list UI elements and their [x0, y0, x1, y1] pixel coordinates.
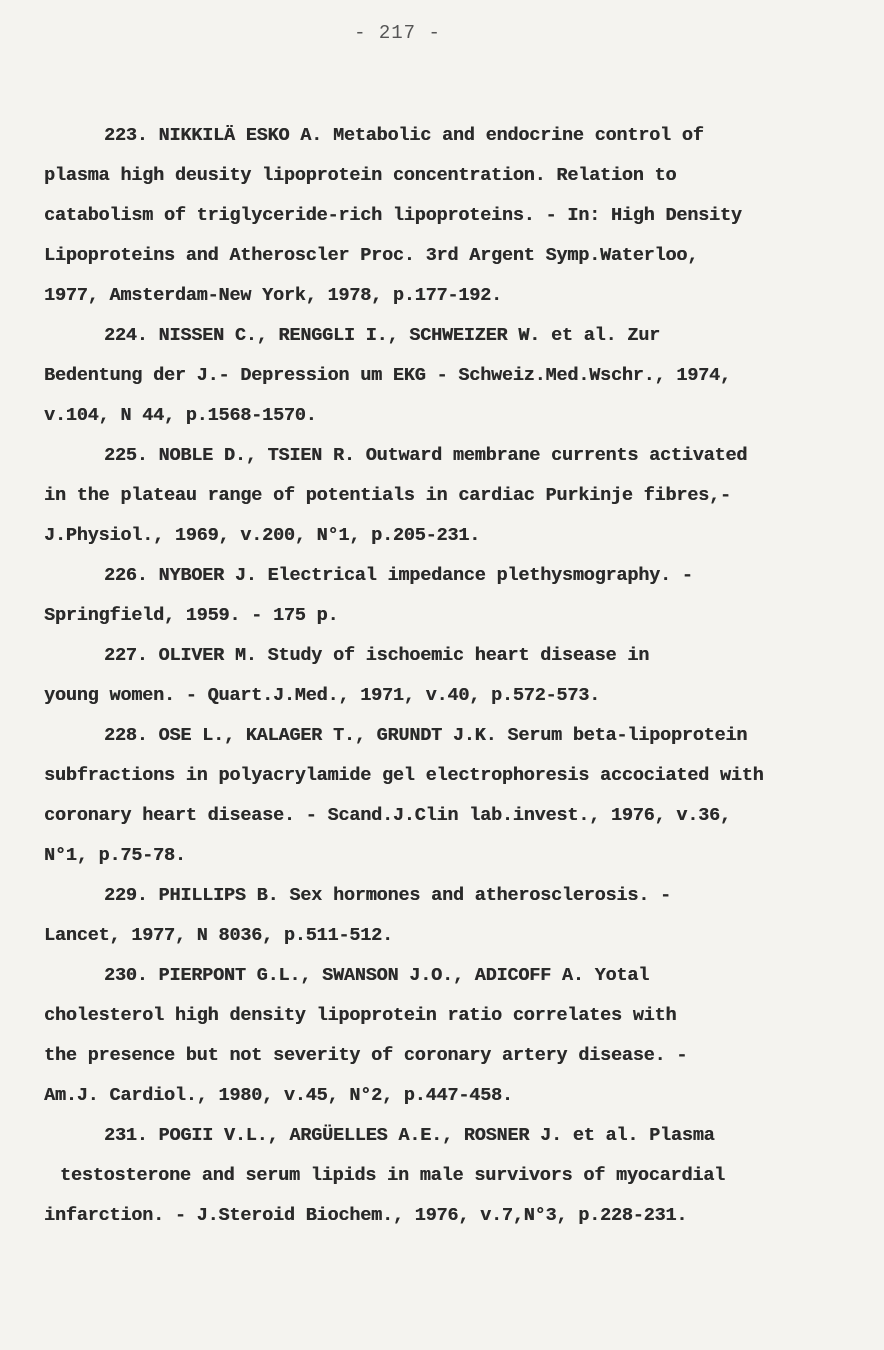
- reference-entry-227: [44, 636, 844, 716]
- reference-line: subfractions in polyacrylamide gel electrophoresis accociated with: [44, 765, 764, 786]
- reference-line: plasma high deusity lipoprotein concentration. Relation to: [44, 165, 677, 186]
- page-number: - 217 -: [354, 22, 441, 44]
- reference-line: catabolism of triglyceride-rich lipoproteins. - In: High Density: [44, 205, 742, 226]
- reference-line: Lancet, 1977, N 8036, p.511-512.: [44, 925, 393, 946]
- reference-line: 225. NOBLE D., TSIEN R. Outward membrane currents activated: [104, 445, 748, 466]
- reference-line: Lipoproteins and Atheroscler Proc. 3rd Argent Symp.Waterloo,: [44, 245, 699, 266]
- reference-line: young women. - Quart.J.Med., 1971, v.40, p.572-573.: [44, 685, 600, 706]
- reference-entry-228: [44, 716, 844, 876]
- reference-line: 230. PIERPONT G.L., SWANSON J.O., ADICOFF A. Yotal: [104, 965, 650, 986]
- reference-line: Bedentung der J.- Depression um EKG - Schweiz.Med.Wschr., 1974,: [44, 365, 731, 386]
- reference-entry-223: [44, 116, 844, 316]
- reference-line: 227. OLIVER M. Study of ischoemic heart disease in: [104, 645, 650, 666]
- reference-line: the presence but not severity of coronary artery disease. -: [44, 1045, 688, 1066]
- reference-line: Springfield, 1959. - 175 p.: [44, 605, 339, 626]
- reference-entry-224: [44, 316, 844, 436]
- reference-entry-225: [44, 436, 844, 556]
- reference-line: 231. POGII V.L., ARGÜELLES A.E., ROSNER J. et al. Plasma: [104, 1125, 715, 1146]
- reference-line: coronary heart disease. - Scand.J.Clin lab.invest., 1976, v.36,: [44, 805, 731, 826]
- reference-line: 1977, Amsterdam-New York, 1978, p.177-192.: [44, 285, 502, 306]
- reference-line: Am.J. Cardiol., 1980, v.45, N°2, p.447-458.: [44, 1085, 513, 1106]
- reference-line: 229. PHILLIPS B. Sex hormones and atherosclerosis. -: [104, 885, 671, 906]
- reference-line: J.Physiol., 1969, v.200, N°1, p.205-231.: [44, 525, 481, 546]
- reference-list: [44, 116, 844, 1236]
- reference-entry-231: [44, 1116, 844, 1236]
- reference-line: 224. NISSEN C., RENGGLI I., SCHWEIZER W. et al. Zur: [104, 325, 660, 346]
- reference-line: N°1, p.75-78.: [44, 845, 186, 866]
- reference-entry-230: [44, 956, 844, 1116]
- reference-line: infarction. - J.Steroid Biochem., 1976, v.7,N°3, p.228-231.: [44, 1205, 688, 1226]
- reference-entry-226: [44, 556, 844, 636]
- reference-line: testosterone and serum lipids in male survivors of myocardial: [60, 1165, 726, 1186]
- reference-line: 226. NYBOER J. Electrical impedance plethysmography. -: [104, 565, 693, 586]
- reference-line: 228. OSE L., KALAGER T., GRUNDT J.K. Serum beta-lipoprotein: [104, 725, 748, 746]
- reference-entry-229: [44, 876, 844, 956]
- reference-line: in the plateau range of potentials in cardiac Purkinje fibres,-: [44, 485, 731, 506]
- reference-line: v.104, N 44, p.1568-1570.: [44, 405, 317, 426]
- reference-line: cholesterol high density lipoprotein ratio correlates with: [44, 1005, 677, 1026]
- reference-line: 223. NIKKILÄ ESKO A. Metabolic and endocrine control of: [104, 125, 704, 146]
